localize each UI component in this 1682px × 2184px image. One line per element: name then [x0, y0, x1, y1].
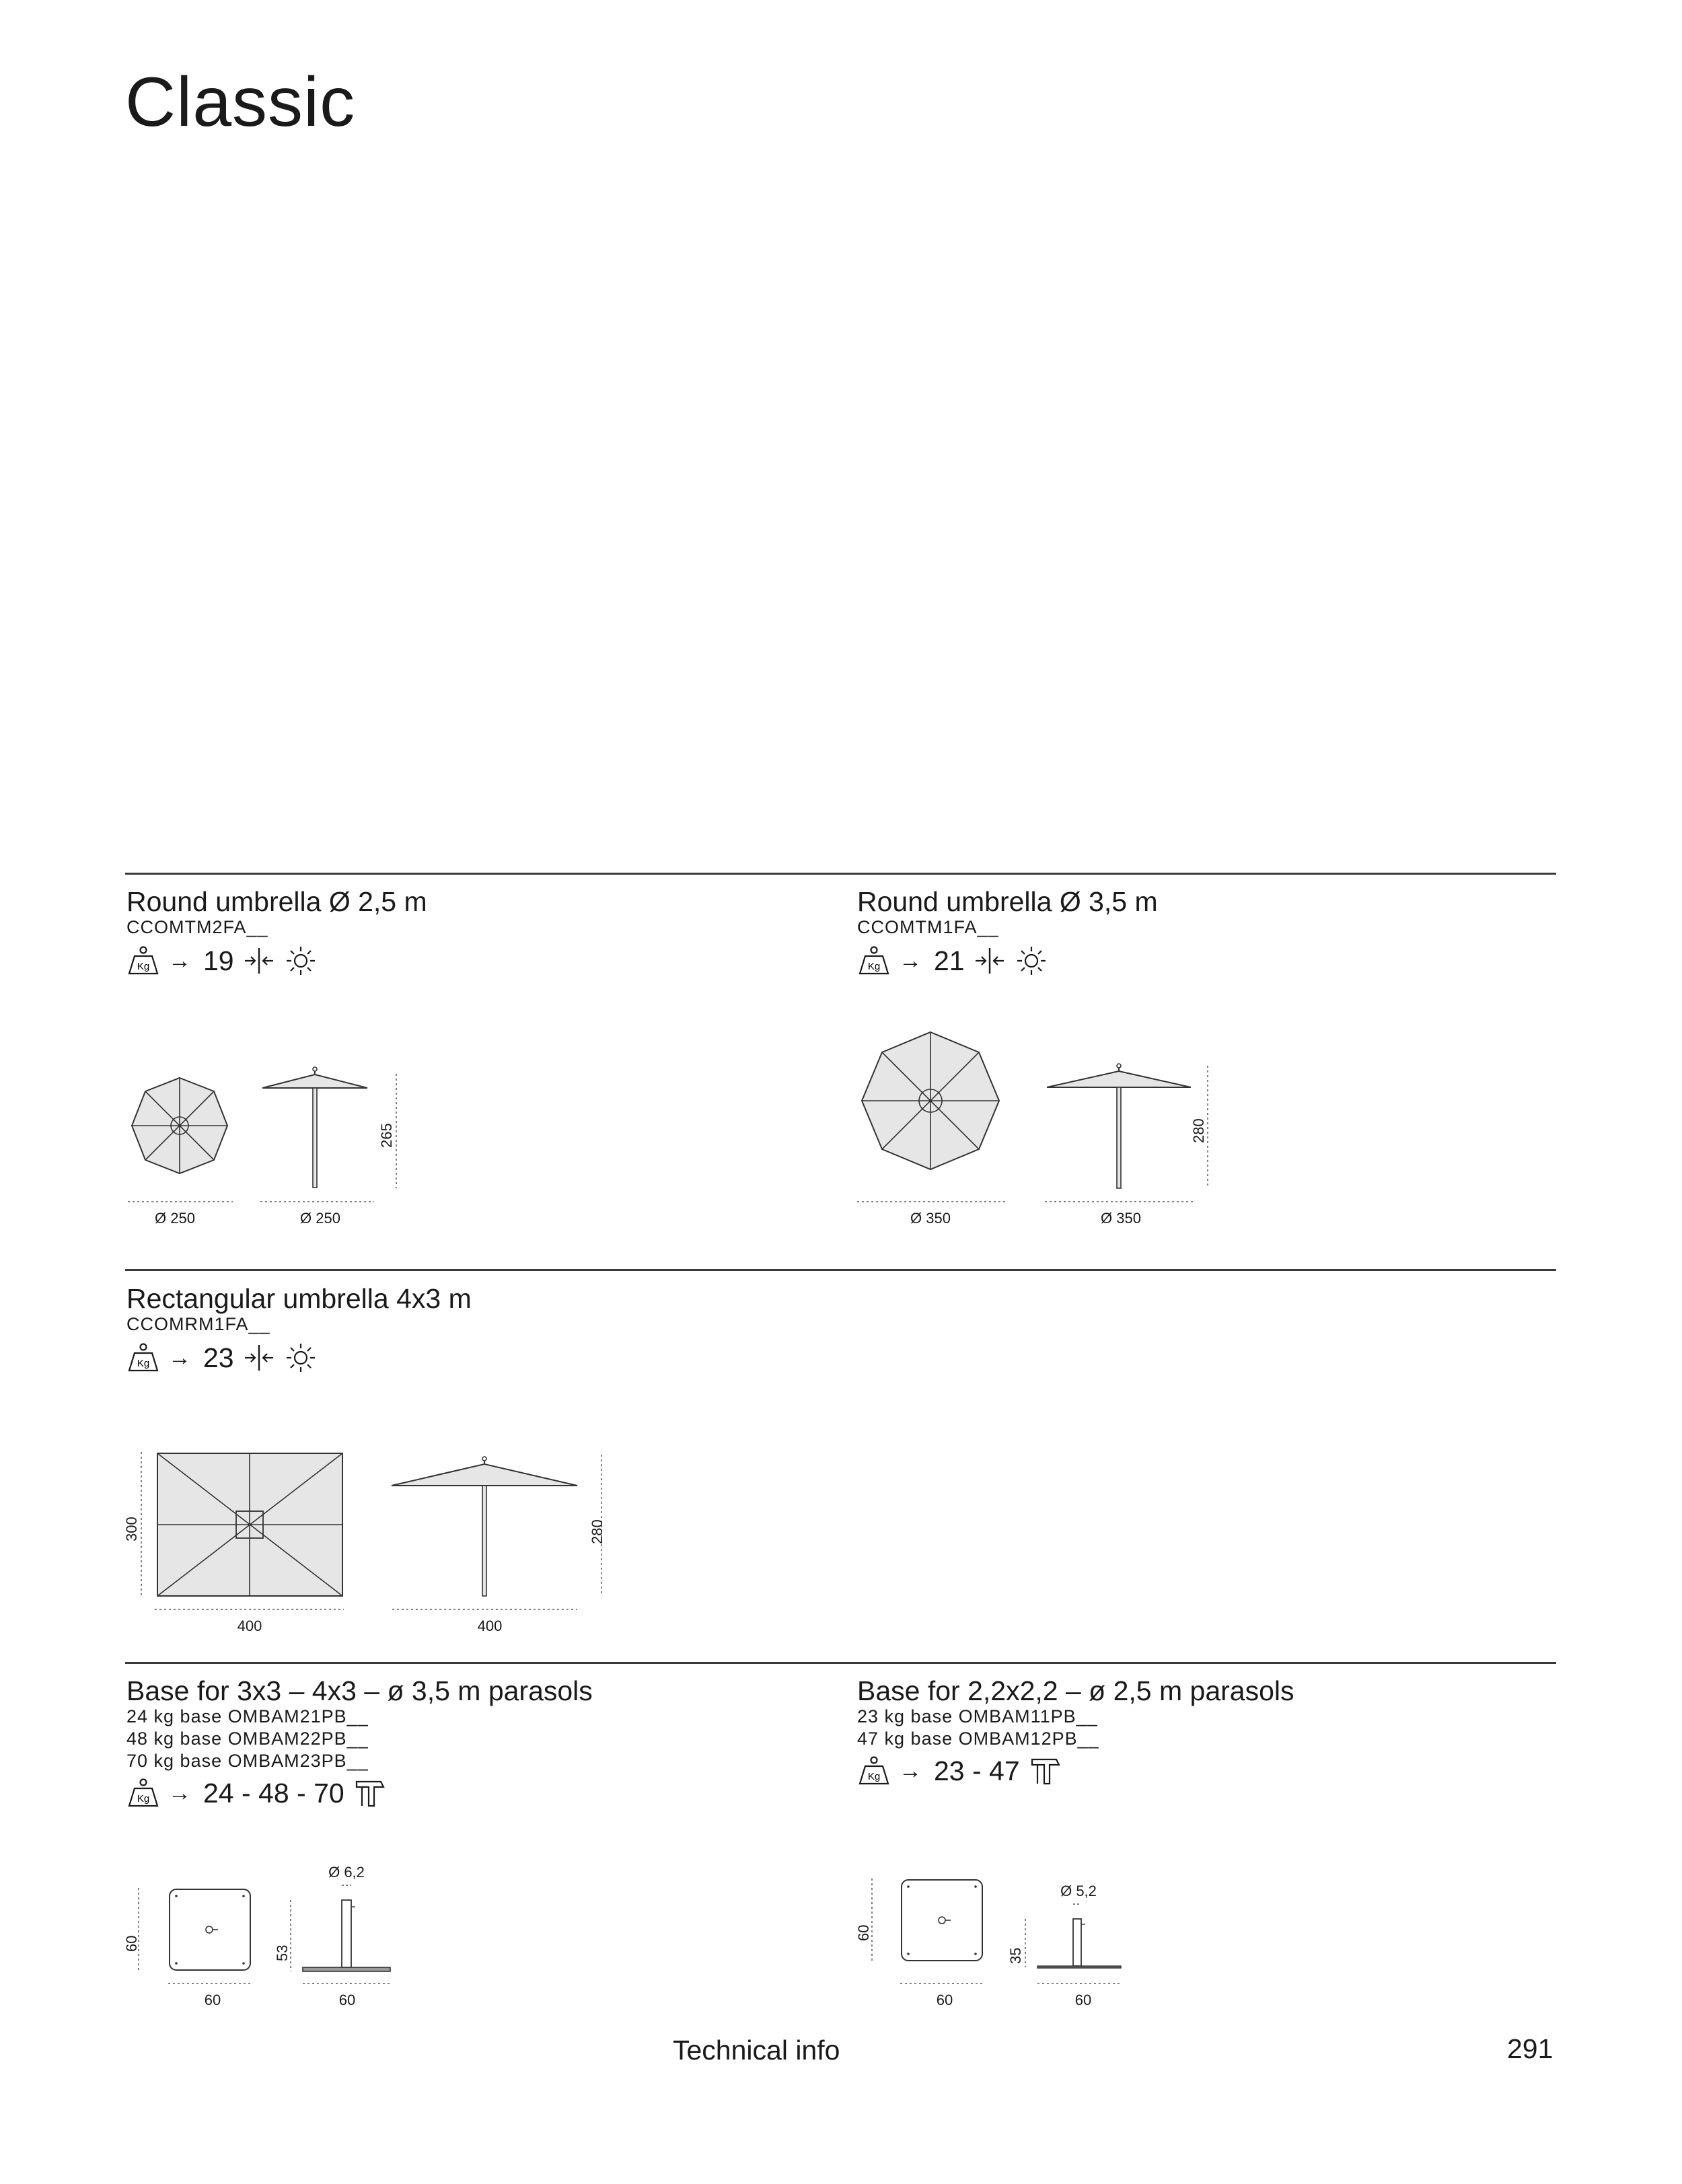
arrow-icon: →: [899, 1758, 922, 1784]
sun-icon: [285, 1342, 316, 1373]
arrow-icon: →: [168, 1345, 191, 1371]
product-code: 23 kg base OMBAM11PB__: [857, 1706, 1098, 1726]
weight-kg-icon: [857, 945, 891, 976]
weight-kg-icon: [126, 1778, 160, 1809]
dim-top-width: Ø 250: [155, 1210, 195, 1227]
product-title: Round umbrella Ø 2,5 m: [126, 886, 427, 917]
dim-side-width: Ø 350: [1101, 1210, 1141, 1227]
rect-top-view: [157, 1453, 342, 1596]
base-small-side-view: [1037, 1919, 1121, 1968]
spec-icons: [126, 943, 427, 978]
round-350-side-view: [1047, 1064, 1191, 1188]
dim-side-height: 35: [1007, 1947, 1024, 1964]
sun-icon: [285, 945, 316, 976]
product-code: 47 kg base OMBAM12PB__: [857, 1728, 1099, 1749]
footer-section-label: Technical info: [673, 2035, 840, 2066]
dim-height: 280: [589, 1519, 606, 1544]
folding-icon: [244, 945, 275, 976]
product-round-250: [126, 888, 427, 978]
product-code: 70 kg base OMBAM23PB__: [126, 1751, 369, 1771]
dim-side-width: 60: [338, 1992, 356, 2008]
spec-icons: [126, 1776, 593, 1811]
page-number: 291: [1507, 2033, 1553, 2064]
dim-side-width: Ø 250: [300, 1210, 340, 1227]
hammer-icon: [354, 1778, 385, 1809]
base-large-top-view: [170, 1889, 250, 1970]
section-divider: [125, 1662, 1556, 1664]
sun-icon: [1016, 945, 1047, 976]
round-250-side-view: [262, 1067, 367, 1188]
product-title: Base for 2,2x2,2 – ø 2,5 m parasols: [857, 1675, 1294, 1706]
dim-top-width: 60: [936, 1992, 953, 2008]
kg-label: Kg: [867, 961, 881, 972]
arrow-icon: →: [168, 948, 191, 974]
dim-pole-diameter: Ø 5,2: [1060, 1883, 1097, 1899]
weight-value: 23: [203, 1342, 234, 1373]
product-title: Round umbrella Ø 3,5 m: [857, 886, 1158, 917]
product-round-350: [857, 888, 1158, 978]
folding-icon: [974, 945, 1005, 976]
base-small-top-view: [902, 1880, 982, 1961]
spec-icons: [857, 943, 1158, 978]
arrow-icon: →: [168, 1780, 191, 1806]
weight-kg-icon: [126, 945, 160, 976]
product-code: 24 kg base OMBAM21PB__: [126, 1706, 369, 1726]
kg-label: Kg: [137, 961, 150, 972]
product-base-large: [126, 1677, 593, 1811]
dim-height: 280: [1190, 1118, 1207, 1143]
product-rect-4x3: [126, 1285, 472, 1375]
product-title: Rectangular umbrella 4x3 m: [126, 1283, 472, 1314]
product-title: Base for 3x3 – 4x3 – ø 3,5 m parasols: [126, 1675, 593, 1706]
base-small-drawing: [854, 1857, 1137, 1998]
product-code: CCOMTM2FA__: [126, 917, 268, 937]
dim-top-height: 300: [123, 1517, 140, 1541]
weight-value: 19: [203, 945, 234, 976]
rect-side-view: [392, 1457, 577, 1596]
product-base-small: [857, 1677, 1294, 1788]
round-250-top-view: [132, 1078, 227, 1173]
kg-label: Kg: [137, 1358, 150, 1369]
product-code: CCOMTM1FA__: [857, 917, 999, 937]
kg-label: Kg: [137, 1793, 150, 1805]
dim-top-width: Ø 350: [910, 1210, 951, 1227]
dim-side-width: 60: [1074, 1992, 1092, 2008]
weight-value: 21: [934, 945, 965, 976]
spec-icons: [126, 1340, 472, 1375]
round-350-top-view: [862, 1032, 999, 1169]
product-code: CCOMRM1FA__: [126, 1314, 270, 1334]
round-350-drawing: [852, 1023, 1229, 1231]
base-large-side-view: [303, 1900, 390, 1971]
dim-top-height: 60: [855, 1924, 872, 1941]
dim-side-width: 400: [477, 1617, 503, 1634]
dim-side-height: 53: [274, 1944, 291, 1961]
kg-label: Kg: [867, 1771, 881, 1782]
product-code: 48 kg base OMBAM22PB__: [126, 1728, 369, 1749]
weight-value: 23 - 47: [934, 1755, 1020, 1786]
folding-icon: [244, 1342, 275, 1373]
hammer-icon: [1029, 1755, 1060, 1786]
rect-4x3-drawing: [128, 1440, 626, 1622]
dim-top-height: 60: [123, 1935, 140, 1952]
arrow-icon: →: [899, 948, 922, 974]
page-title: Classic: [125, 63, 356, 141]
dim-pole-diameter: Ø 6,2: [328, 1864, 365, 1881]
weight-kg-icon: [126, 1342, 160, 1373]
round-250-drawing: [121, 1063, 417, 1231]
dim-height: 265: [378, 1123, 395, 1148]
section-divider: [125, 1269, 1556, 1271]
spec-icons: [857, 1753, 1294, 1788]
dim-top-width: 60: [204, 1992, 221, 2008]
section-divider: [125, 873, 1556, 875]
dim-top-width: 400: [237, 1617, 262, 1634]
weight-value: 24 - 48 - 70: [203, 1777, 344, 1809]
weight-kg-icon: [857, 1755, 891, 1786]
